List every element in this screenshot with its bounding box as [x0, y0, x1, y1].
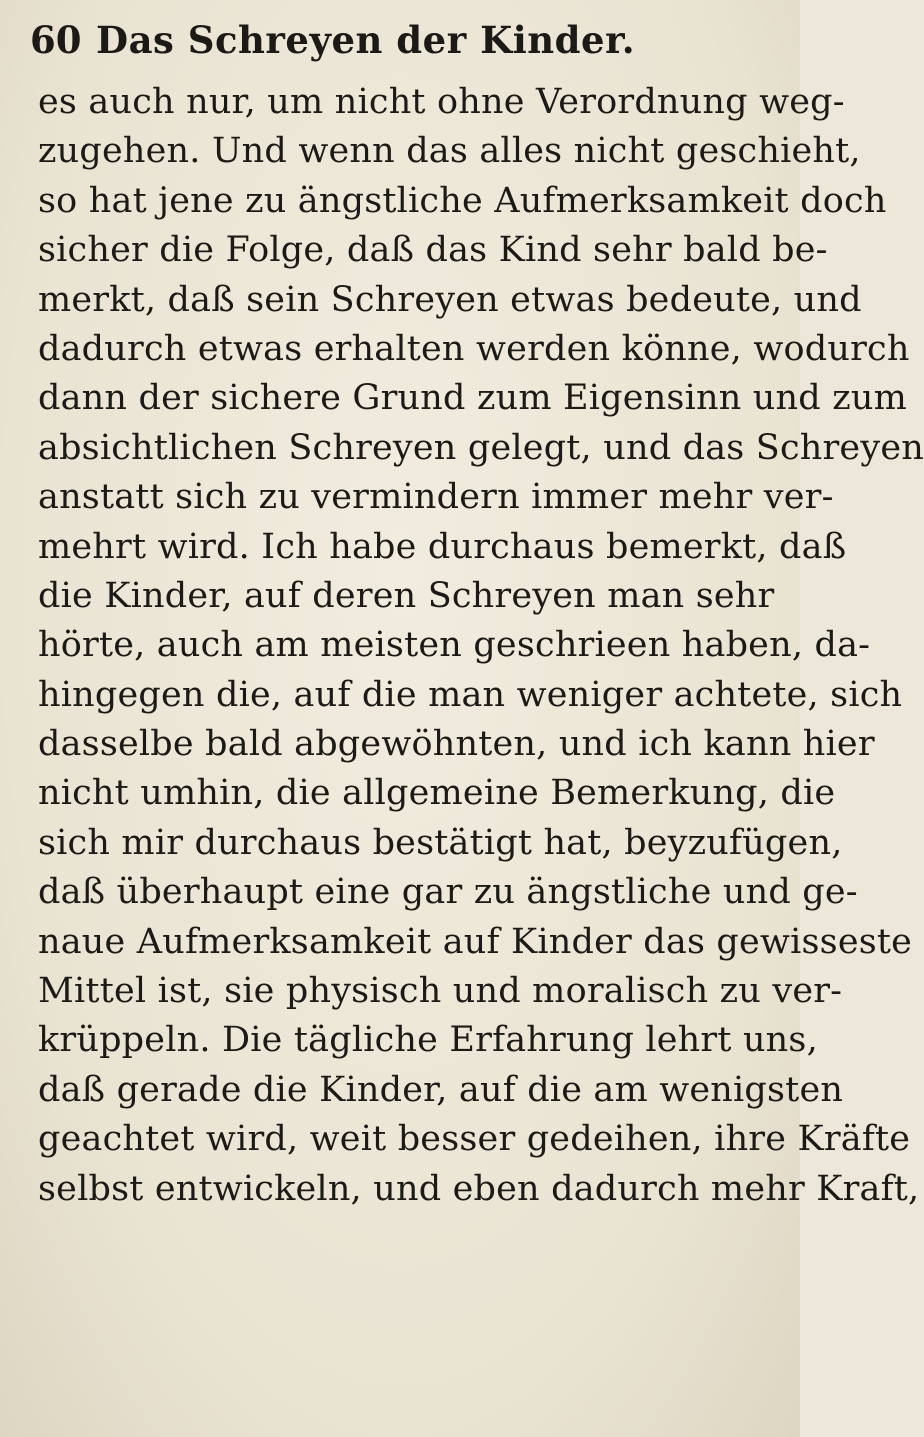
text-line: merkt, daß sein Schreyen etwas bedeute, und [38, 279, 862, 320]
text-line: so hat jene zu ängstliche Aufmerksamkeit doch [38, 180, 887, 221]
page-header [30, 10, 760, 66]
text-line: absichtlichen Schreyen gelegt, und das Schreyen [38, 427, 924, 468]
text-line: Mittel ist, sie physisch und moralisch zu ver- [38, 971, 843, 1012]
text-line: zugehen. Und wenn das alles nicht geschieht, [38, 131, 861, 172]
body-text [38, 78, 924, 1214]
text-line: naue Aufmerksamkeit auf Kinder das gewisseste [38, 921, 913, 962]
text-line: sicher die Folge, daß das Kind sehr bald be- [38, 230, 828, 271]
text-line: krüppeln. Die tägliche Erfahrung lehrt uns, [38, 1020, 818, 1061]
text-line: dann der sichere Grund zum Eigensinn und zum [38, 378, 907, 419]
text-line: daß überhaupt eine gar zu ängstliche und ge- [38, 872, 858, 913]
text-line: anstatt sich zu vermindern immer mehr ver- [38, 477, 834, 518]
text-line: sich mir durchaus bestätigt hat, beyzufügen, [38, 822, 843, 863]
text-line: mehrt wird. Ich habe durchaus bemerkt, daß [38, 526, 847, 567]
text-line: geachtet wird, weit besser gedeihen, ihre Kräfte [38, 1119, 911, 1160]
text-line: nicht umhin, die allgemeine Bemerkung, die [38, 773, 836, 814]
text-line: die Kinder, auf deren Schreyen man sehr [38, 575, 775, 616]
text-line: daß gerade die Kinder, auf die am wenigsten [38, 1069, 844, 1110]
text-line: hörte, auch am meisten geschrieen haben, da- [38, 625, 871, 666]
text-line: dadurch etwas erhalten werden könne, wodurch [38, 328, 910, 369]
page-number: 60 [30, 18, 82, 62]
text-line: dasselbe bald abgewöhnten, und ich kann hier [38, 724, 875, 765]
running-head: Das Schreyen der Kinder. [96, 18, 636, 62]
text-line: selbst entwickeln, und eben dadurch mehr Kraft, [38, 1168, 920, 1209]
text-line: hingegen die, auf die man weniger achtete, sich [38, 674, 903, 715]
text-line: es auch nur, um nicht ohne Verordnung weg- [38, 82, 845, 122]
